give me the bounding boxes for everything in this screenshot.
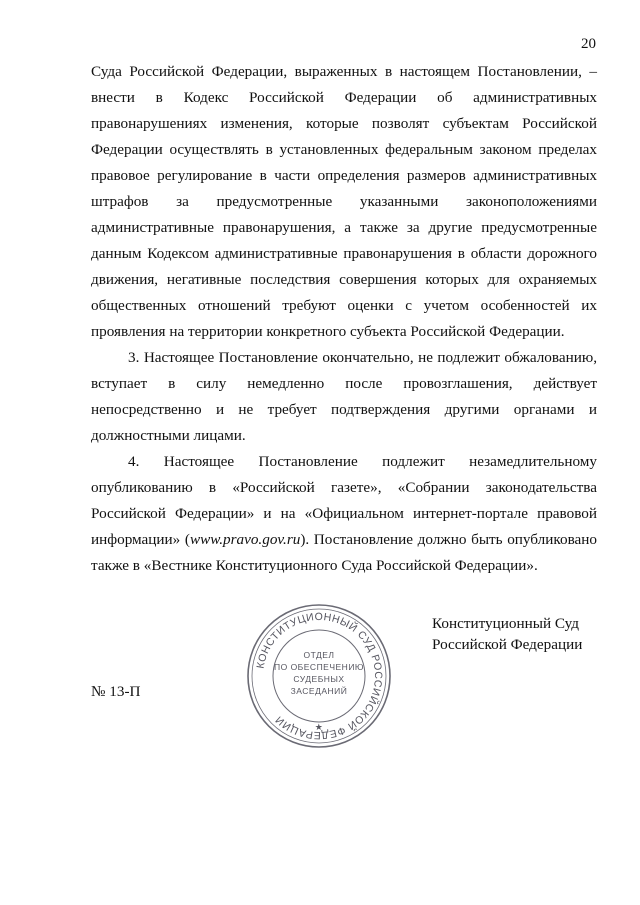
text-line: общественных отношений требуют оценки с учетом особенностей их: [91, 297, 597, 314]
signature-line: Конституционный Суд: [432, 615, 579, 632]
paragraph-item-3: [91, 345, 597, 449]
signature-line: Российской Федерации: [432, 636, 583, 653]
website-link[interactable]: www.pravo.gov.ru: [189, 531, 301, 548]
page-number: 20: [581, 36, 596, 52]
seal-ring-text-path: КОНСТИТУЦИОННЫЙ СУД РОССИЙСКОЙ ФЕДЕРАЦИИ: [254, 610, 385, 742]
seal-center-line: ОТДЕЛ: [303, 650, 335, 660]
document-number: № 13-П: [91, 683, 141, 700]
text-line: Суда Российской Федерации, выраженных в настоящем Постановлении, –: [91, 63, 597, 80]
text-line: штрафов за предусмотренные указанными законоположениями: [91, 193, 597, 210]
text-line: правонарушениях изменения, которые позволят субъектам Российской: [91, 115, 597, 132]
text-line: Российской Федерации» и на «Официальном интернет-портале правовой: [91, 505, 597, 522]
text-line: должностными лицами.: [91, 427, 246, 444]
seal-star-icon: ★: [314, 722, 324, 732]
text-line: [91, 527, 597, 553]
text-line: вступает в силу немедленно после провозглашения, действует: [91, 375, 597, 392]
text-line: 3. Настоящее Постановление окончательно, не подлежит обжалованию,: [128, 349, 597, 366]
text-line: административные правонарушения, а также за другие предусмотренные: [91, 219, 597, 236]
text-line: 4. Настоящее Постановление подлежит незамедлительному: [128, 453, 597, 470]
seal-graphic: [245, 602, 393, 750]
text-fragment: информации» (: [91, 531, 190, 548]
official-seal: [245, 602, 393, 750]
text-line: внести в Кодекс Российской Федерации об административных: [91, 89, 597, 106]
text-line: данным Кодексом административные правонарушения в области дорожного: [91, 245, 597, 262]
text-line: также в «Вестнике Конституционного Суда Российской Федерации».: [91, 557, 538, 574]
text-line: правовое регулирование в части определения размеров административных: [91, 167, 597, 184]
paragraph-continuation: [91, 59, 597, 345]
paragraph-item-4: [91, 449, 597, 579]
signature-block: [432, 613, 582, 655]
text-line: непосредственно и не требует подтверждения другими органами и: [91, 401, 597, 418]
seal-center-line: ПО ОБЕСПЕЧЕНИЮ: [273, 662, 365, 672]
seal-center-line: СУДЕБНЫХ: [293, 674, 345, 684]
text-line: движения, негативные последствия совершения которых для охраняемых: [91, 271, 597, 288]
text-line: проявления на территории конкретного субъекта Российской Федерации.: [91, 323, 565, 340]
document-body: [91, 59, 597, 579]
text-line: Федерации осуществлять в установленных федеральным законом пределах: [91, 141, 597, 158]
seal-center-line: ЗАСЕДАНИЙ: [290, 686, 348, 696]
text-fragment: ). Постановление должно быть опубликовано: [300, 531, 597, 548]
text-line: опубликованию в «Российской газете», «Собрании законодательства: [91, 479, 597, 496]
